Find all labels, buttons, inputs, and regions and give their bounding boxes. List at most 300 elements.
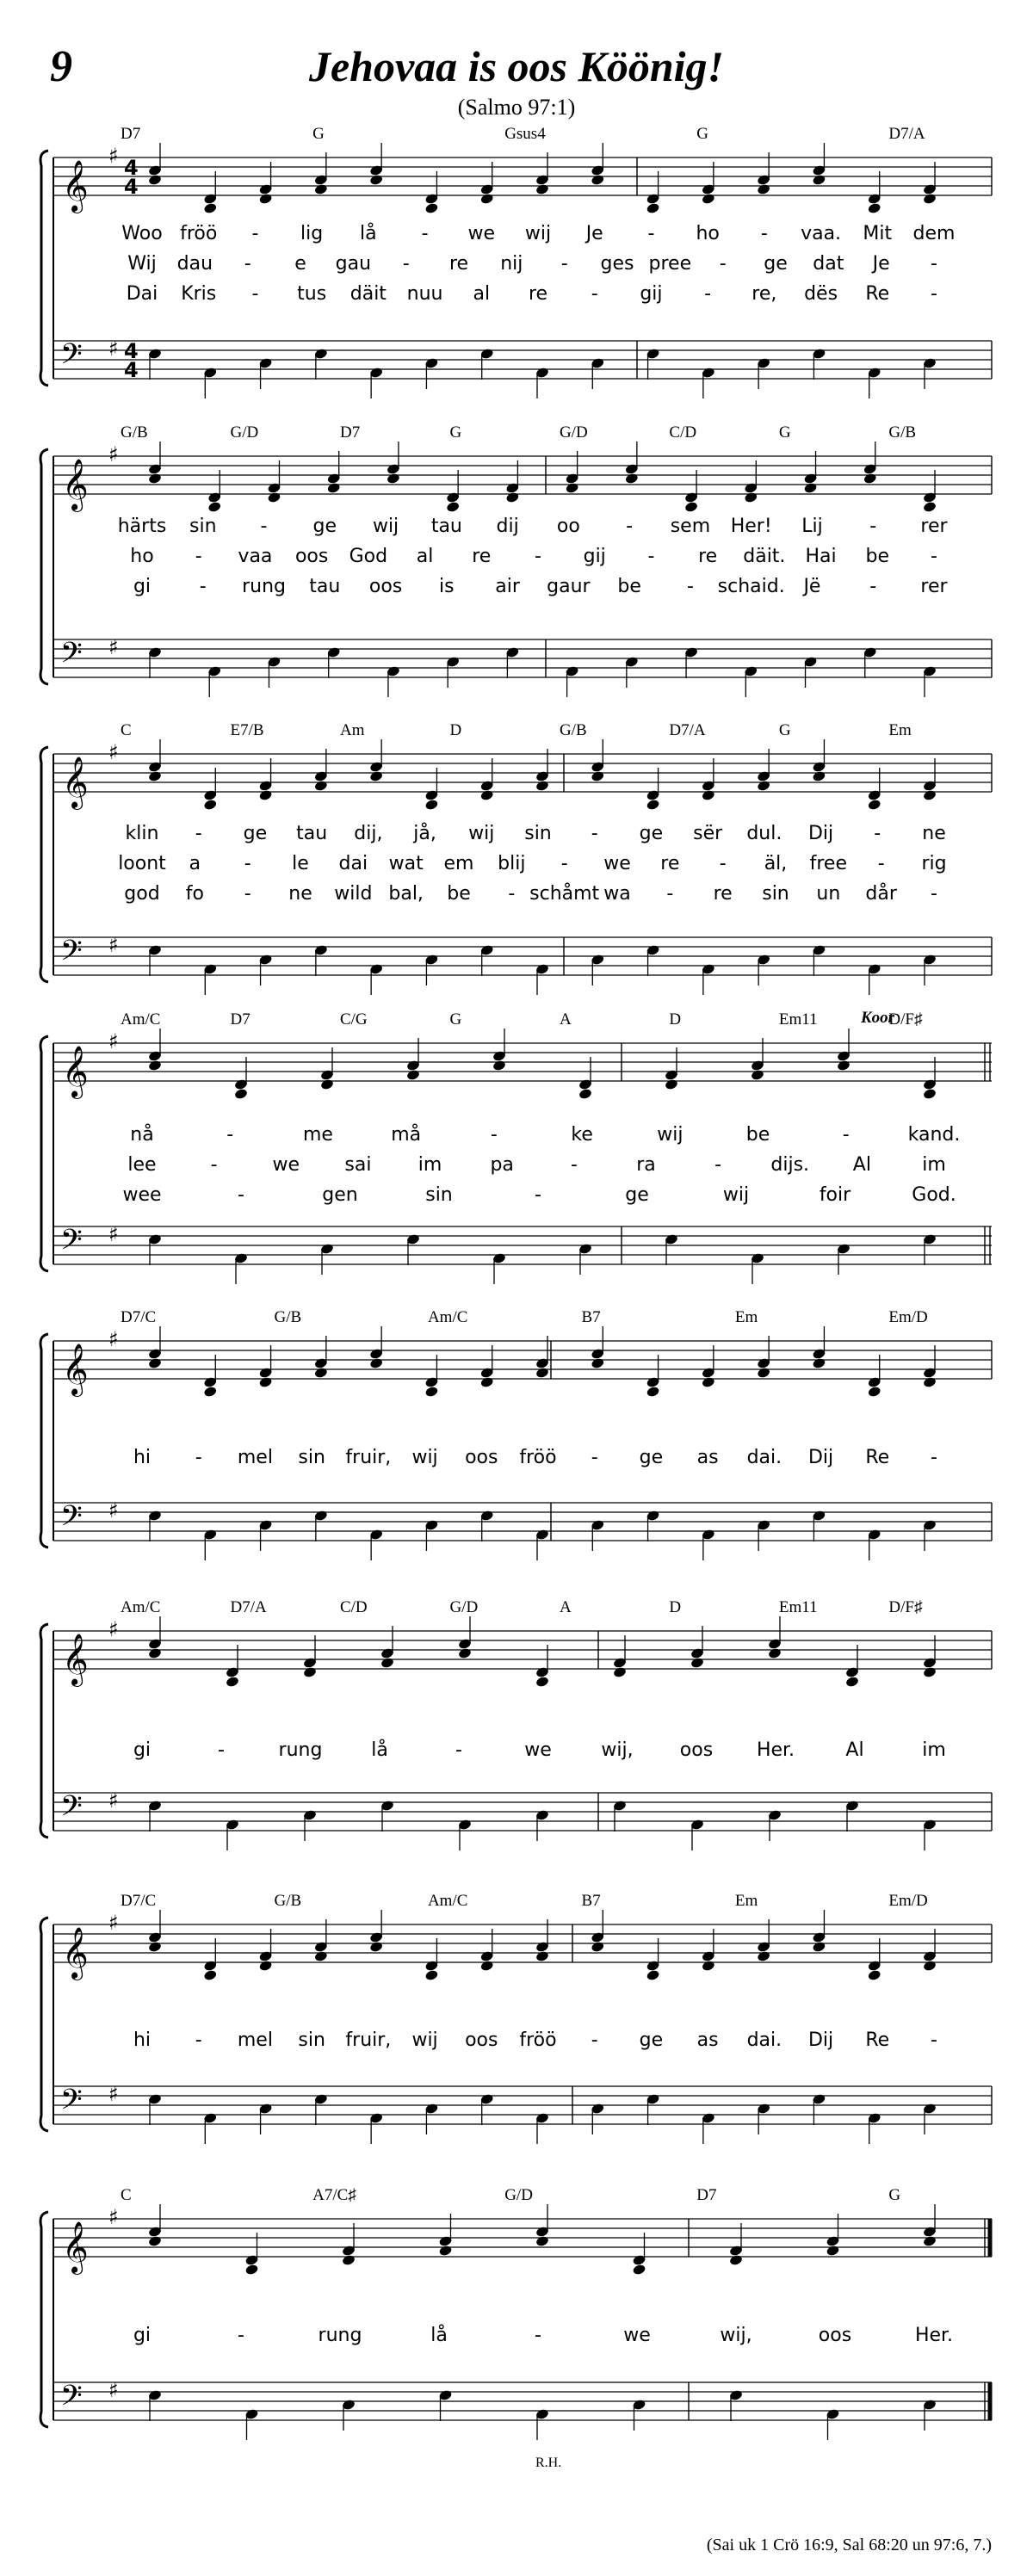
treble-note-alto [458,1647,473,1659]
lyric-syllable: im [922,1154,946,1176]
chord-symbol: Em11 [778,1010,818,1029]
lyric-syllable: fruir, [345,2029,392,2051]
lyric-syllable: schaid. [717,576,785,597]
lyric-syllable: gi [133,1739,152,1761]
treble-note-alto [867,799,881,811]
lyric-syllable: ge [639,823,664,844]
lyric-syllable: - [877,853,885,874]
chord-symbol: G/D [559,423,588,442]
treble-note-alto [387,473,401,485]
lyric-syllable: sin [524,823,552,844]
treble-note-alto [369,1357,384,1369]
treble-note-alto [591,1357,605,1369]
lyric-syllable: gi [133,576,152,597]
lyric-syllable: blij [498,853,526,874]
choir-label: Koor [861,1009,895,1027]
chord-symbol: G [778,423,791,442]
treble-note-alto [535,1950,550,1962]
key-signature-sharp: ♯ [108,337,119,361]
lyric-syllable: sin [762,883,789,905]
lyric-syllable: fruir, [345,1447,392,1468]
lyric-syllable: - [195,1447,202,1468]
lyric-syllable: - [931,253,937,275]
lyric-syllable: - [195,823,202,844]
system-brace [40,1334,48,1547]
lyric-syllable: gen [322,1184,358,1206]
lyric-syllable: - [421,223,429,244]
lyric-syllable: dës [804,283,838,305]
lyric-syllable: is [439,576,455,597]
lyric-syllable: - [591,1447,598,1468]
system-brace [40,449,48,684]
lyric-syllable: gij [640,283,663,305]
bass-clef-icon: 𝄢 [60,2084,83,2123]
lyric-syllable: wij, [720,2325,752,2346]
treble-note-alto [479,1376,494,1388]
lyric-syllable: - [508,883,516,905]
treble-note-alto [923,1088,937,1100]
lyric-syllable: nuu [406,283,443,305]
lyric-syllable: Kris [181,283,217,305]
treble-note-alto [535,183,550,195]
treble-note-alto [148,174,163,186]
lyric-syllable: Dij [807,2029,834,2051]
treble-note-alto [479,193,494,205]
lyric-syllable: - [719,853,727,874]
treble-note-alto [535,1367,550,1379]
lyric-syllable: - [931,2029,937,2051]
lyric-syllable: lå [360,223,377,244]
lyric-syllable: - [591,2029,598,2051]
lyric-syllable: ke [571,1124,593,1146]
treble-note-alto [867,1386,881,1398]
treble-note-alto [923,1960,937,1972]
lyric-syllable: - [869,516,877,537]
treble-note-alto [424,1386,439,1398]
lyric-syllable: dai. [746,1447,782,1468]
treble-note-alto [591,174,605,186]
lyric-syllable: - [251,283,259,305]
system-brace [40,1918,48,2131]
chord-symbol: G/D [504,2186,533,2204]
bass-clef-icon: 𝄢 [60,935,83,974]
treble-note-alto [863,473,877,485]
lyric-syllable: - [195,546,202,567]
lyric-syllable: im [418,1154,442,1176]
lyric-syllable: wild [334,883,373,905]
lyric-syllable: al [473,283,491,305]
treble-note-alto [591,770,605,782]
treble-note-alto [148,2235,163,2247]
treble-clef-icon: 𝄞 [62,1344,89,1395]
lyric-syllable: - [535,1184,541,1206]
lyric-syllable: re [528,283,548,305]
chord-symbol: D7 [339,423,361,442]
lyric-syllable: God [349,546,388,567]
chord-symbol: G [696,125,709,143]
chord-symbol: C [121,2186,132,2204]
treble-note-alto [342,2254,356,2266]
treble-note-alto [923,501,937,513]
system-brace [40,151,48,386]
lyric-syllable: wij [722,1184,750,1206]
key-signature-sharp: ♯ [108,1911,119,1935]
lyric-syllable: vaa [238,546,273,567]
lyric-syllable: - [490,1124,498,1146]
chord-symbol: D7/C [121,1308,157,1326]
lyric-syllable: mel [237,2029,273,2051]
lyric-syllable: sai [344,1154,372,1176]
treble-note-alto [702,193,716,205]
treble-note-alto [446,501,461,513]
treble-note-alto [812,1941,826,1953]
treble-note-alto [578,1088,593,1100]
treble-note-alto [148,770,163,782]
hymn-title: Jehovaa is oos Köönig! [308,42,724,90]
lyric-syllable: rer [920,516,948,537]
lyric-syllable: Dij [807,1447,834,1468]
chord-symbol: B7 [581,1308,601,1326]
lyric-syllable: Dai [126,283,158,305]
treble-note-alto [729,2254,744,2266]
lyric-syllable: wij, [601,1739,634,1761]
treble-note-alto [320,1078,335,1090]
lyric-syllable: be [745,1124,770,1146]
chord-symbol: Em [734,1892,758,1910]
lyric-syllable: lå [430,2325,448,2346]
system-5 [40,1308,992,1560]
lyric-syllable: re [448,253,469,275]
treble-note-alto [438,2245,453,2257]
lyric-syllable: we [272,1154,300,1176]
treble-note-alto [226,1676,240,1688]
lyric-syllable: Jë [803,576,821,597]
treble-note-alto [479,789,494,801]
treble-note-alto [203,1386,218,1398]
treble-note-alto [837,1059,851,1072]
treble-note-alto [203,799,218,811]
treble-note-alto [314,183,329,195]
chord-symbol: G [888,2186,901,2204]
lyric-syllable: däit [349,283,387,305]
lyric-syllable: - [244,853,251,874]
lyric-syllable: free [809,853,848,874]
lyric-syllable: mel [237,1447,273,1468]
lyric-syllable: sër [693,823,723,844]
lyric-syllable: wat [388,853,424,874]
time-signature-top: 4 [124,339,139,363]
treble-note-alto [646,1386,660,1398]
chord-symbol: Em [888,721,912,739]
key-signature-sharp: ♯ [108,2378,119,2402]
treble-note-alto [923,1666,937,1678]
treble-note-alto [258,789,273,801]
lyric-syllable: be [865,546,890,567]
lyric-syllable: ge [639,1447,664,1468]
treble-note-alto [148,1059,163,1072]
lyric-syllable: ge [625,1184,649,1206]
chord-symbol: D7/A [230,1598,267,1616]
lyric-syllable: - [869,576,877,597]
chord-symbol: Em/D [888,1308,928,1326]
lyric-syllable: e [294,253,306,275]
lyric-syllable: schåmt [529,883,600,905]
lyric-syllable: fo [185,883,204,905]
treble-note-alto [424,202,439,214]
treble-note-alto [646,202,660,214]
lyric-syllable: - [251,223,259,244]
lyric-syllable: Hai [805,546,837,567]
chord-symbol: D/F♯ [888,1010,923,1029]
lyric-syllable: we [524,1739,552,1761]
lyric-syllable: fröö [519,2029,557,2051]
treble-note-alto [258,193,273,205]
key-signature-sharp: ♯ [108,1498,119,1523]
lyric-syllable: wij [657,1124,684,1146]
lyric-syllable: dat [813,253,844,275]
treble-note-alto [613,1666,628,1678]
chord-symbol: B7 [581,1892,601,1910]
lyric-syllable: Al [845,1739,864,1761]
treble-note-alto [326,482,341,494]
system-8 [40,2186,992,2440]
treble-note-alto [867,1969,881,1981]
lyric-syllable: Lij [801,516,823,537]
lyric-syllable: oo [556,516,580,537]
treble-note-alto [923,193,937,205]
lyric-syllable: - [535,546,541,567]
treble-note-alto [757,183,771,195]
source-references: (Sai uk 1 Crö 16:9, Sal 68:20 un 97:6, 7.) [706,2536,992,2554]
lyric-syllable: me [302,1124,333,1146]
treble-clef-icon: 𝄞 [62,1046,89,1097]
lyric-syllable: ne [288,883,312,905]
time-signature-bottom: 4 [124,175,139,199]
lyric-syllable: oos [818,2325,852,2346]
lyric-syllable: jå, [413,823,436,844]
lyric-syllable: bal, [388,883,424,905]
lyric-syllable: nij [500,253,523,275]
treble-note-alto [369,770,384,782]
time-signature-top: 4 [124,156,139,180]
lyric-syllable: rig [921,853,947,874]
lyric-syllable: em [443,853,474,874]
chord-symbol: G/B [121,423,148,442]
chord-symbol: D7 [121,125,141,143]
lyric-syllable: God. [912,1184,956,1206]
treble-note-alto [632,2264,646,2276]
lyric-syllable: dår [865,883,897,905]
chord-symbol: D7/A [888,125,925,143]
lyric-syllable: - [560,253,568,275]
treble-note-alto [267,491,281,503]
lyric-syllable: fröö [180,223,218,244]
lyric-syllable: tau [309,576,341,597]
lyric-syllable: däit. [743,546,786,567]
treble-note-alto [148,1357,163,1369]
lyric-syllable: Her. [914,2325,954,2346]
lyric-syllable: ho [696,223,720,244]
lyric-syllable: pa [490,1154,514,1176]
lyric-syllable: - [218,1739,225,1761]
treble-note-alto [646,1969,660,1981]
lyric-syllable: - [931,1447,937,1468]
chord-symbol: C/D [339,1598,368,1616]
treble-note-alto [923,2235,937,2247]
treble-note-alto [702,1376,716,1388]
lyric-syllable: as [696,1447,719,1468]
lyric-syllable: - [666,883,674,905]
lyric-syllable: dij, [354,823,383,844]
lyric-syllable: oos [465,1447,498,1468]
treble-note-alto [369,1941,384,1953]
treble-note-alto [258,1376,273,1388]
treble-note-alto [406,1069,421,1081]
lyric-syllable: - [931,283,937,305]
lyric-syllable: - [591,283,598,305]
lyric-syllable: Dij [807,823,834,844]
treble-clef-icon: 𝄞 [62,2221,89,2273]
lyric-syllable: ho [130,546,154,567]
lyric-syllable: wij [372,516,399,537]
lyric-syllable: im [922,1739,946,1761]
lyric-syllable: - [704,283,712,305]
key-signature-sharp: ♯ [108,442,119,466]
lyric-syllable: sin [189,516,217,537]
lyric-syllable: lee [127,1154,157,1176]
lyric-syllable: äl, [764,853,788,874]
lyric-syllable: dem [912,223,956,244]
bass-clef-icon: 𝄢 [60,338,83,378]
lyric-syllable: Her. [756,1739,795,1761]
chord-symbol: Am/C [121,1010,161,1029]
lyric-syllable: - [931,883,937,905]
lyric-syllable: re [713,883,733,905]
lyric-syllable: tus [297,283,327,305]
lyric-syllable: dai. [746,2029,782,2051]
lyric-syllable: - [591,823,598,844]
lyric-syllable: - [226,1124,234,1146]
chord-symbol: D [669,1010,682,1029]
lyric-syllable: oos [368,576,403,597]
treble-note-alto [625,473,640,485]
lyric-syllable: sin [298,2029,325,2051]
lyric-syllable: oos [465,2029,498,2051]
lyric-syllable: al [416,546,434,567]
treble-note-alto [812,1357,826,1369]
lyric-syllable: wij [411,2029,438,2051]
lyric-syllable: - [714,1154,722,1176]
bass-clef-icon: 𝄢 [60,1224,83,1263]
lyric-syllable: we [623,2325,651,2346]
treble-clef-icon: 𝄞 [62,1634,89,1685]
chord-symbol: G/B [274,1308,302,1326]
lyric-syllable: - [647,223,655,244]
lyric-syllable: - [260,516,268,537]
treble-note-alto [923,789,937,801]
lyric-syllable: - [647,546,655,567]
lyric-syllable: nå [130,1124,154,1146]
lyric-syllable: sem [670,516,711,537]
treble-note-alto [492,1059,507,1072]
treble-note-alto [757,780,771,792]
chord-symbol: C/D [669,423,697,442]
lyric-syllable: - [931,546,937,567]
treble-note-alto [203,1969,218,1981]
lyric-syllable: wij [411,1447,438,1468]
treble-clef-icon: 𝄞 [62,459,89,510]
chord-symbol: G [449,423,462,442]
lyric-syllable: re [660,853,680,874]
lyric-syllable: re, [752,283,777,305]
chord-symbol: Am/C [427,1308,468,1326]
treble-note-alto [646,799,660,811]
lyric-syllable: re [472,546,492,567]
lyric-syllable: Mit [863,223,893,244]
bass-clef-icon: 𝄢 [60,1500,83,1540]
lyric-syllable: re [698,546,718,567]
lyric-syllable: - [570,1154,578,1176]
lyric-syllable: Her! [730,516,772,537]
treble-note-alto [314,1367,329,1379]
lyric-syllable: Al [852,1154,871,1176]
system-2 [40,423,992,697]
key-signature-sharp: ♯ [108,933,119,957]
key-signature-sharp: ♯ [108,635,119,659]
chord-symbol: A [559,1010,572,1029]
treble-note-alto [234,1088,249,1100]
lyric-syllable: dul. [746,823,782,844]
lyric-syllable: - [560,853,568,874]
chord-symbol: D [449,721,462,739]
key-signature-sharp: ♯ [108,1327,119,1351]
system-3 [40,721,992,995]
chord-symbol: G/D [230,423,259,442]
bass-clef-icon: 𝄢 [60,2380,83,2419]
lyric-syllable: be [447,883,471,905]
chord-symbol: G/B [274,1892,302,1910]
chord-symbol: G/B [559,721,587,739]
treble-note-alto [424,799,439,811]
lyric-syllable: Je [872,253,890,275]
lyric-syllable: - [535,2325,541,2346]
lyric-syllable: - [244,253,251,275]
lyric-syllable: rung [318,2325,362,2346]
lyric-syllable: - [842,1124,850,1146]
chord-symbol: G [449,1010,462,1029]
system-brace [40,1036,48,1271]
lyric-syllable: rer [920,576,948,597]
treble-note-alto [505,491,520,503]
lyric-syllable: fröö [519,1447,557,1468]
lyric-syllable: sin [298,1447,325,1468]
lyric-syllable: Re [865,1447,890,1468]
lyric-syllable: tau [430,516,462,537]
lyric-syllable: vaa. [801,223,842,244]
lyric-syllable: - [210,1154,218,1176]
treble-note-alto [744,491,758,503]
chord-symbol: Gsus4 [504,125,546,143]
treble-note-alto [867,202,881,214]
treble-clef-icon: 𝄞 [62,757,89,808]
lyric-syllable: Re [865,283,890,305]
lyric-syllable: Re [865,2029,890,2051]
chord-symbol: G [778,721,791,739]
lyric-syllable: air [495,576,520,597]
lyric-syllable: - [402,253,410,275]
lyric-syllable: kand. [907,1124,961,1146]
lyric-syllable: härts [117,516,167,537]
